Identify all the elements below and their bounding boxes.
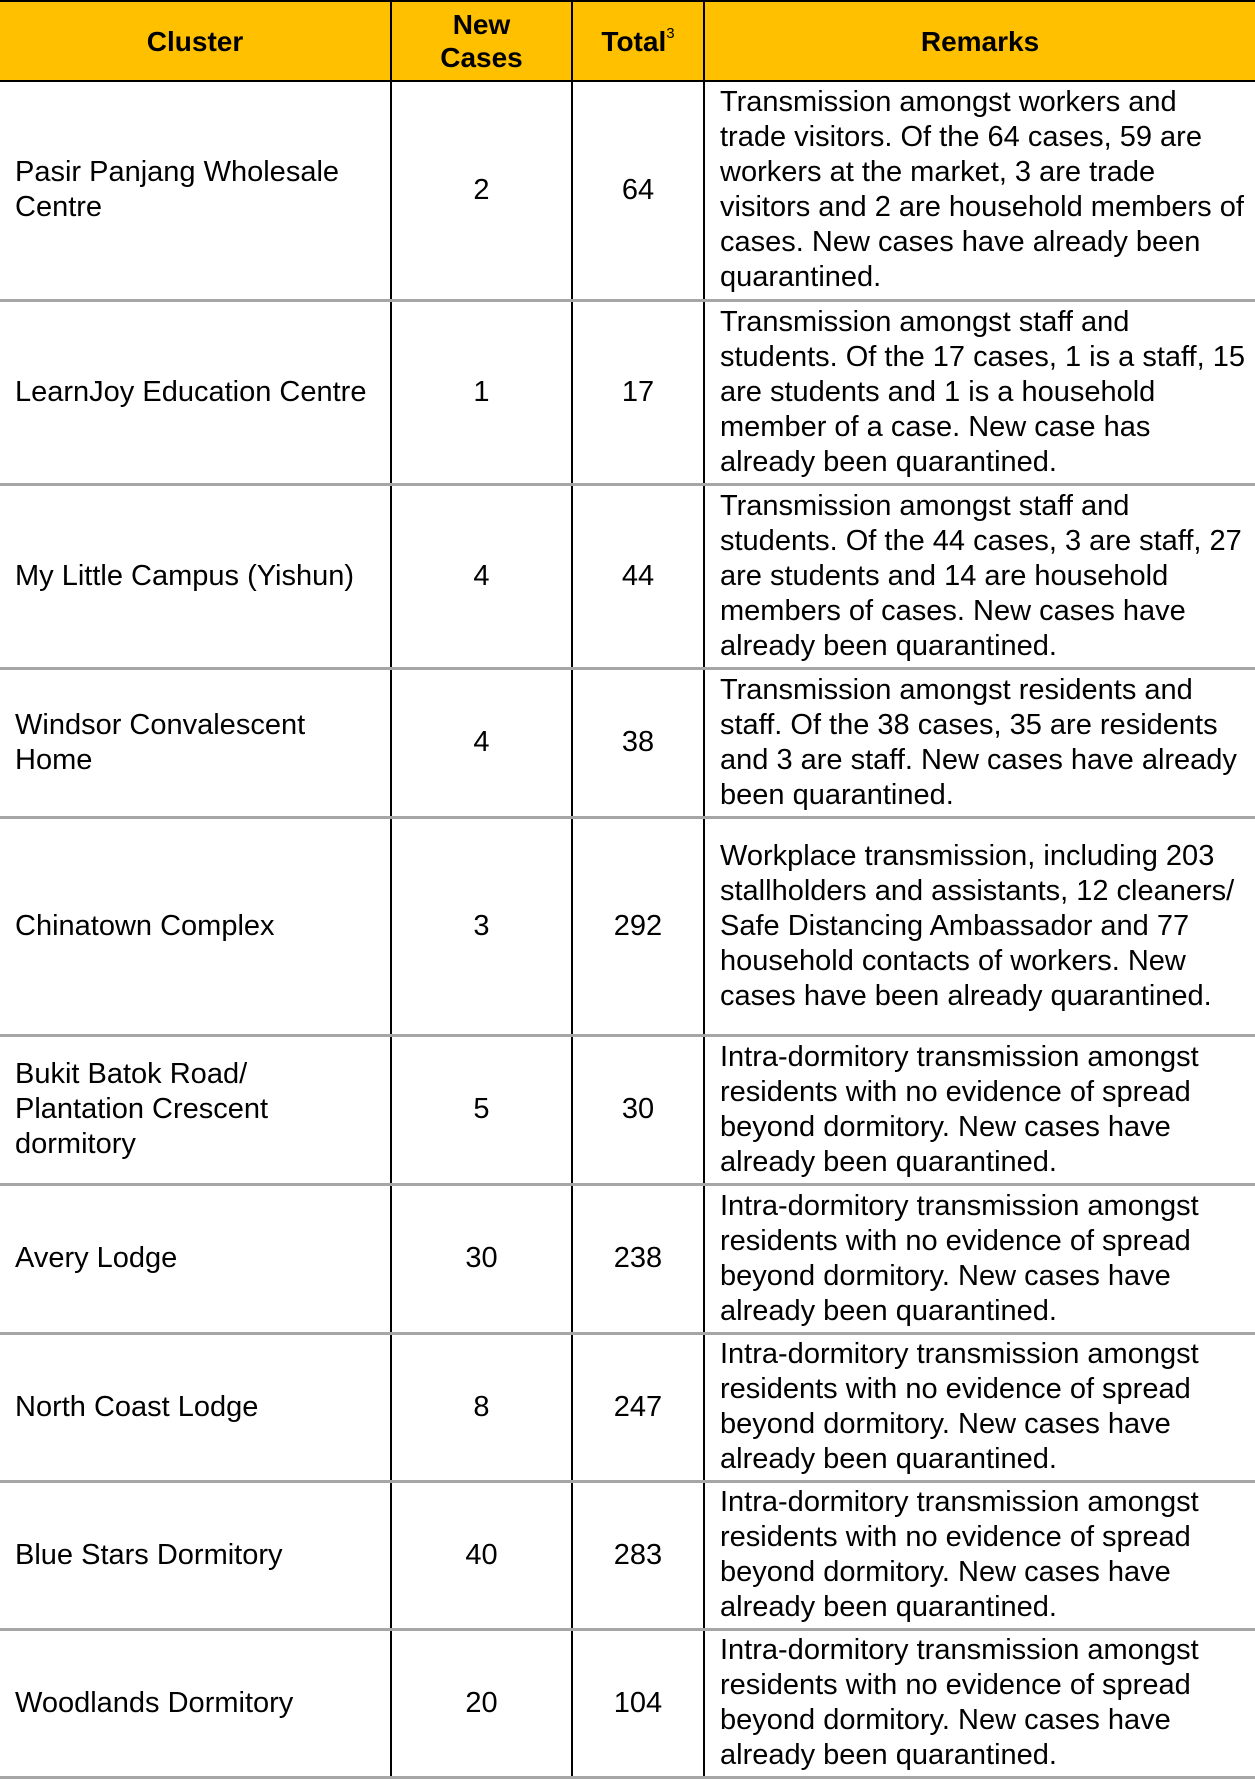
new-cases-value: 3	[391, 817, 572, 1035]
remarks-text: Intra-dormitory transmission amongst residents with no evidence of spread beyond dormitory. New cases have already been quarantined.	[704, 1333, 1255, 1481]
remarks-text: Transmission amongst residents and staff. Of the 38 cases, 35 are residents and 3 are staff. New cases have already been quarantined.	[704, 668, 1255, 817]
total-value: 38	[572, 668, 704, 817]
total-value: 44	[572, 484, 704, 668]
header-row	[0, 1, 1255, 81]
header-new-cases-line2: Cases	[440, 42, 523, 73]
remarks-text: Transmission amongst workers and trade visitors. Of the 64 cases, 59 are workers at the market, 3 are trade visitors and 2 are household members of cases. New cases have already been quarantined.	[704, 81, 1255, 300]
header-remarks: Remarks	[704, 1, 1255, 81]
table-row	[0, 1035, 1255, 1184]
total-value: 17	[572, 300, 704, 484]
table-row	[0, 1629, 1255, 1777]
remarks-text: Intra-dormitory transmission amongst residents with no evidence of spread beyond dormitory. New cases have already been quarantined.	[704, 1481, 1255, 1629]
cluster-name: My Little Campus (Yishun)	[0, 484, 391, 668]
table-row	[0, 484, 1255, 668]
cluster-name: North Coast Lodge	[0, 1333, 391, 1481]
cluster-name: Avery Lodge	[0, 1184, 391, 1333]
total-value: 104	[572, 1629, 704, 1777]
new-cases-value: 4	[391, 484, 572, 668]
new-cases-value: 2	[391, 81, 572, 300]
remarks-text: Intra-dormitory transmission amongst residents with no evidence of spread beyond dormitory. New cases have already been quarantined.	[704, 1184, 1255, 1333]
new-cases-value: 40	[391, 1481, 572, 1629]
table-row	[0, 1481, 1255, 1629]
table-body	[0, 81, 1255, 1777]
header-cluster: Cluster	[0, 1, 391, 81]
header-total-label: Total	[601, 25, 667, 57]
total-value: 30	[572, 1035, 704, 1184]
table-row	[0, 817, 1255, 1035]
total-value: 64	[572, 81, 704, 300]
total-value: 292	[572, 817, 704, 1035]
table-row	[0, 668, 1255, 817]
footnote-marker: 3	[666, 24, 675, 42]
cluster-name: Pasir Panjang Wholesale Centre	[0, 81, 391, 300]
table-row	[0, 1184, 1255, 1333]
new-cases-value: 8	[391, 1333, 572, 1481]
table-header	[0, 1, 1255, 81]
remarks-text: Transmission amongst staff and students. Of the 17 cases, 1 is a staff, 15 are students and 1 is a household member of a case. New case has already been quarantined.	[704, 300, 1255, 484]
remarks-text: Workplace transmission, including 203 stallholders and assistants, 12 cleaners/ Safe Distancing Ambassador and 77 household contacts of workers. New cases have been already quarantined.	[704, 817, 1255, 1035]
total-value: 247	[572, 1333, 704, 1481]
cluster-name: Woodlands Dormitory	[0, 1629, 391, 1777]
total-value: 283	[572, 1481, 704, 1629]
header-new-cases	[391, 1, 572, 81]
remarks-text: Transmission amongst staff and students. Of the 44 cases, 3 are staff, 27 are students and 14 are household members of cases. New cases have already been quarantined.	[704, 484, 1255, 668]
table-row	[0, 300, 1255, 484]
total-value: 238	[572, 1184, 704, 1333]
table-row	[0, 81, 1255, 300]
header-total	[572, 1, 704, 81]
new-cases-value: 5	[391, 1035, 572, 1184]
new-cases-value: 20	[391, 1629, 572, 1777]
cluster-name: Chinatown Complex	[0, 817, 391, 1035]
remarks-text: Intra-dormitory transmission amongst residents with no evidence of spread beyond dormitory. New cases have already been quarantined.	[704, 1629, 1255, 1777]
cluster-name: LearnJoy Education Centre	[0, 300, 391, 484]
remarks-text: Intra-dormitory transmission amongst residents with no evidence of spread beyond dormitory. New cases have already been quarantined.	[704, 1035, 1255, 1184]
cluster-name: Windsor Convalescent Home	[0, 668, 391, 817]
new-cases-value: 4	[391, 668, 572, 817]
new-cases-value: 30	[391, 1184, 572, 1333]
table-row	[0, 1333, 1255, 1481]
new-cases-value: 1	[391, 300, 572, 484]
cluster-name: Bukit Batok Road/ Plantation Crescent dormitory	[0, 1035, 391, 1184]
cluster-name: Blue Stars Dormitory	[0, 1481, 391, 1629]
header-new-cases-line1: New	[452, 9, 511, 40]
